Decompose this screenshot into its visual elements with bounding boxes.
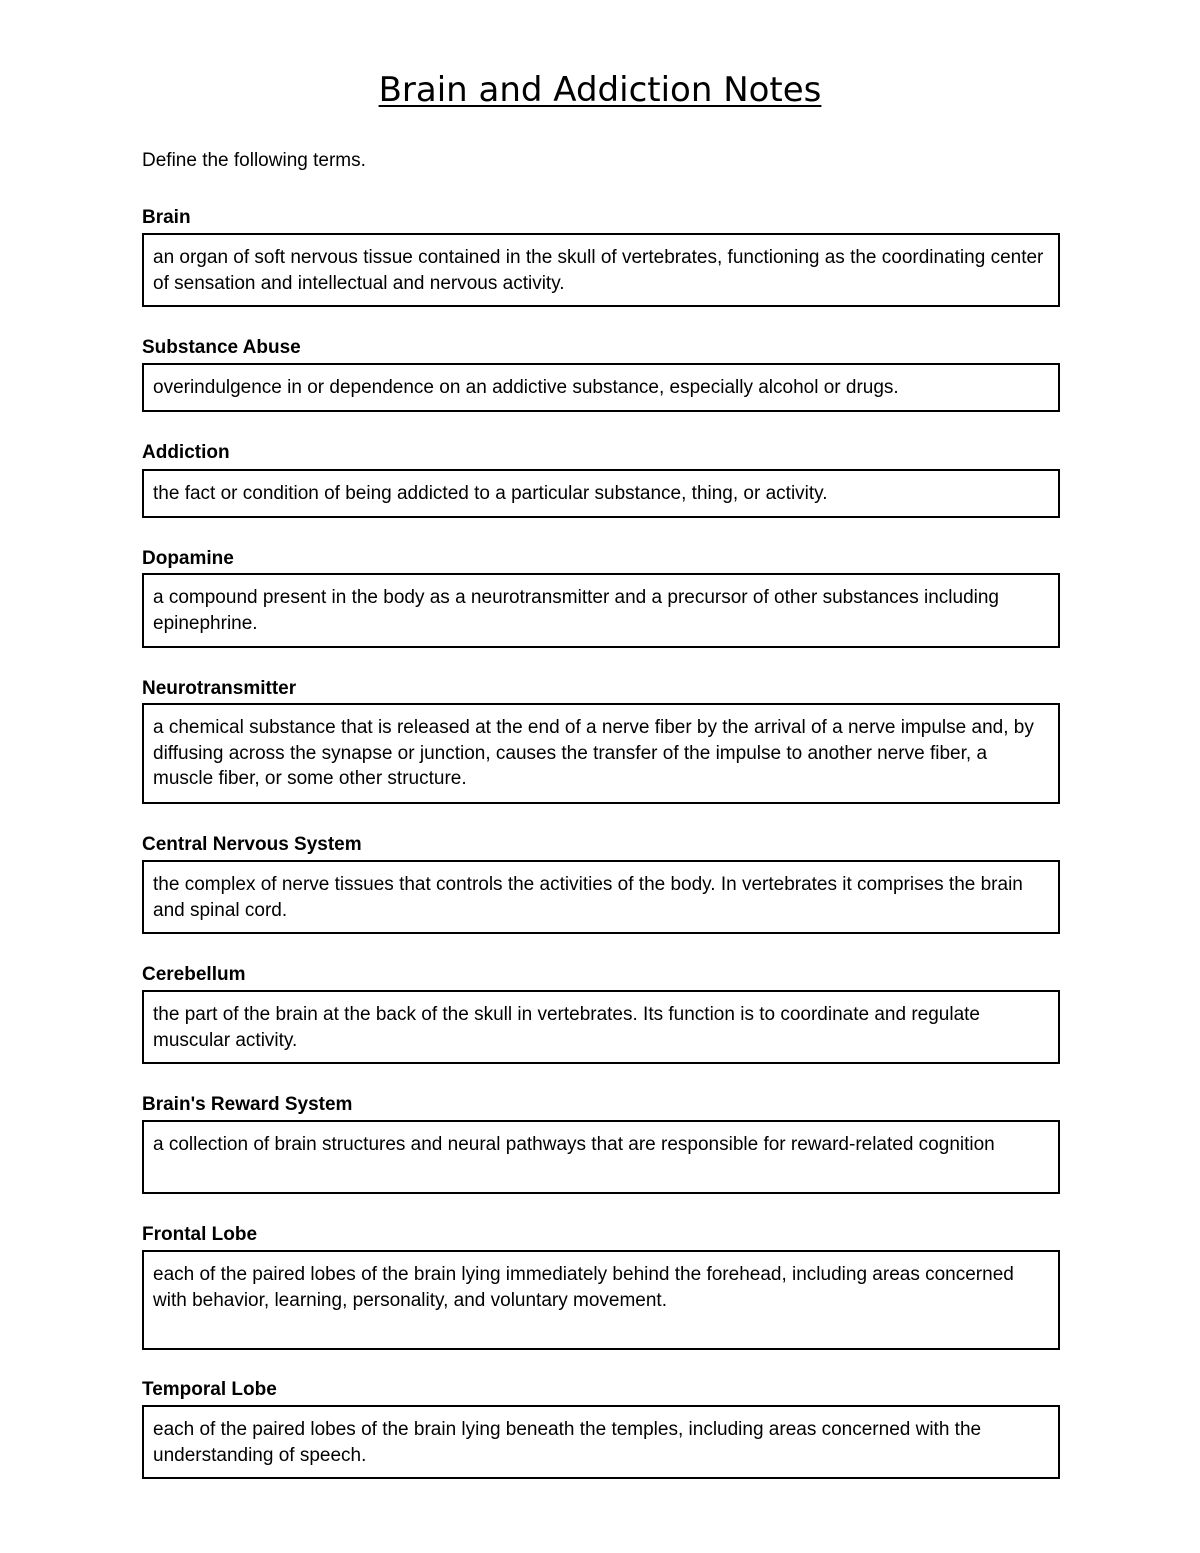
term-label-dopamine: Dopamine bbox=[142, 548, 234, 569]
instructions-text: Define the following terms. bbox=[142, 150, 366, 171]
definition-box-frontal-lobe: each of the paired lobes of the brain lying immediately behind the forehead, including areas concerned with behavior, learning, personality, and voluntary movement. bbox=[142, 1250, 1060, 1350]
term-label-frontal-lobe: Frontal Lobe bbox=[142, 1224, 258, 1245]
term-label-central-nervous-system: Central Nervous System bbox=[142, 834, 362, 855]
page-title: Brain and Addiction Notes bbox=[378, 70, 822, 110]
definition-box-temporal-lobe: each of the paired lobes of the brain lying beneath the temples, including areas concerned with the understanding of speech. bbox=[142, 1405, 1060, 1479]
definition-box-reward-system: a collection of brain structures and neural pathways that are responsible for reward-related cognition bbox=[142, 1120, 1060, 1194]
definition-box-substance-abuse: overindulgence in or dependence on an addictive substance, especially alcohol or drugs. bbox=[142, 363, 1060, 412]
definition-box-brain: an organ of soft nervous tissue contained in the skull of vertebrates, functioning as the coordinating center of sensation and intellectual and nervous activity. bbox=[142, 233, 1060, 307]
definition-box-central-nervous-system: the complex of nerve tissues that controls the activities of the body. In vertebrates it comprises the brain and spinal cord. bbox=[142, 860, 1060, 934]
term-label-temporal-lobe: Temporal Lobe bbox=[142, 1379, 277, 1400]
definition-box-cerebellum: the part of the brain at the back of the skull in vertebrates. Its function is to coordinate and regulate muscular activity. bbox=[142, 990, 1060, 1064]
term-label-substance-abuse: Substance Abuse bbox=[142, 337, 301, 358]
term-label-addiction: Addiction bbox=[142, 442, 230, 463]
definition-box-addiction: the fact or condition of being addicted to a particular substance, thing, or activity. bbox=[142, 469, 1060, 518]
term-label-reward-system: Brain's Reward System bbox=[142, 1094, 353, 1115]
definition-box-neurotransmitter: a chemical substance that is released at the end of a nerve fiber by the arrival of a nerve impulse and, by diffusing across the synapse or junction, causes the transfer of the impulse to another nerve fiber, a muscle fiber, or some other structure. bbox=[142, 703, 1060, 804]
term-label-brain: Brain bbox=[142, 207, 191, 228]
definition-box-dopamine: a compound present in the body as a neurotransmitter and a precursor of other substances including epinephrine. bbox=[142, 573, 1060, 648]
term-label-neurotransmitter: Neurotransmitter bbox=[142, 678, 297, 699]
term-label-cerebellum: Cerebellum bbox=[142, 964, 246, 985]
